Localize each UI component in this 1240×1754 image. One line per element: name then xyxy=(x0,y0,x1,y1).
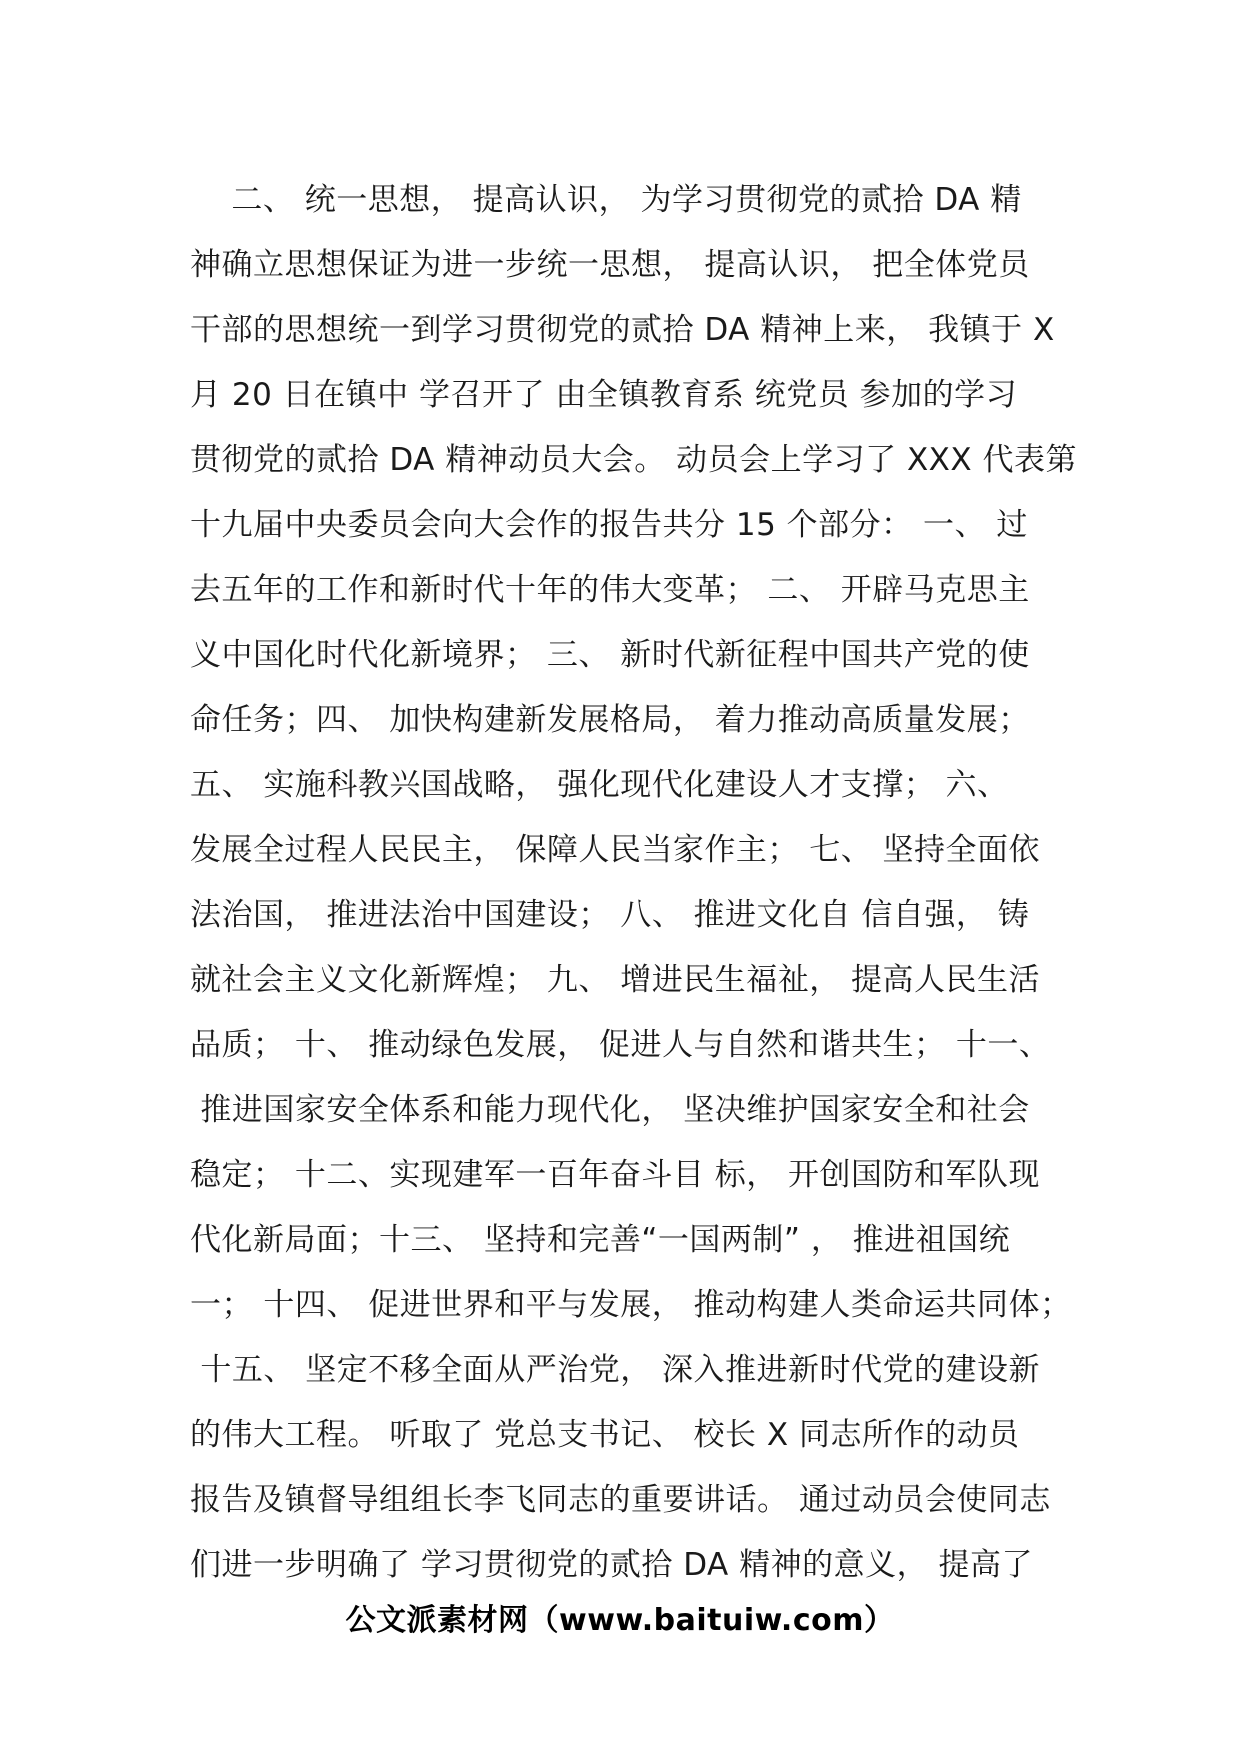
footer-watermark: 公文派素材网（www.baituiw.com） xyxy=(345,1603,895,1638)
paragraph-line: 去五年的工作和新时代十年的伟大变革； 二、 开辟马克思主 xyxy=(190,572,1030,608)
paragraph-line: 义中国化时代化新境界； 三、 新时代新征程中国共产党的使 xyxy=(190,637,1030,673)
paragraph-line: 十五、 坚定不移全面从严治党， 深入推进新时代党的建设新 xyxy=(190,1352,1041,1388)
paragraph-line: 一； 十四、 促进世界和平与发展， 推动构建人类命运共同体； xyxy=(190,1287,1072,1323)
paragraph-line: 品质； 十、 推动绿色发展， 促进人与自然和谐共生； 十一、 xyxy=(190,1027,1051,1063)
paragraph-line: 报告及镇督导组组长李飞同志的重要讲话。 通过动员会使同志 xyxy=(190,1482,1051,1518)
paragraph-line: 推进国家安全体系和能力现代化， 坚决维护国家安全和社会 xyxy=(190,1092,1030,1128)
paragraph-line: 法治国， 推进法治中国建设； 八、 推进文化自 信自强， 铸 xyxy=(190,897,1030,933)
paragraph-line: 干部的思想统一到学习贯彻党的贰拾 DA 精神上来， 我镇于 X xyxy=(190,312,1055,348)
body-paragraph xyxy=(190,168,1078,1598)
paragraph-line: 命任务；四、 加快构建新发展格局， 着力推动高质量发展； xyxy=(190,702,1030,738)
paragraph-line: 发展全过程人民民主， 保障人民当家作主； 七、 坚持全面依 xyxy=(190,832,1041,868)
paragraph-line: 稳定； 十二、实现建军一百年奋斗目 标， 开创国防和军队现 xyxy=(190,1157,1041,1193)
paragraph-line: 贯彻党的贰拾 DA 精神动员大会。 动员会上学习了 XXX 代表第 xyxy=(190,442,1078,478)
paragraph-line: 代化新局面；十三、 坚持和完善“一国两制” ， 推进祖国统 xyxy=(190,1222,1011,1258)
paragraph-line: 月 20 日在镇中 学召开了 由全镇教育系 统党员 参加的学习 xyxy=(190,377,1018,413)
paragraph-line: 五、 实施科教兴国战略， 强化现代化建设人才支撑； 六、 xyxy=(190,767,1009,803)
paragraph-line: 们进一步明确了 学习贯彻党的贰拾 DA 精神的意义， 提高了 xyxy=(190,1547,1033,1583)
paragraph-line: 二、 统一思想， 提高认识， 为学习贯彻党的贰拾 DA 精 xyxy=(190,182,1022,218)
paragraph-line: 神确立思想保证为进一步统一思想， 提高认识， 把全体党员 xyxy=(190,247,1030,283)
paragraph-line: 就社会主义文化新辉煌； 九、 增进民生福祉， 提高人民生活 xyxy=(190,962,1041,998)
paragraph-line: 十九届中央委员会向大会作的报告共分 15 个部分： 一、 过 xyxy=(190,507,1028,543)
paragraph-line: 的伟大工程。 听取了 党总支书记、 校长 X 同志所作的动员 xyxy=(190,1417,1020,1453)
